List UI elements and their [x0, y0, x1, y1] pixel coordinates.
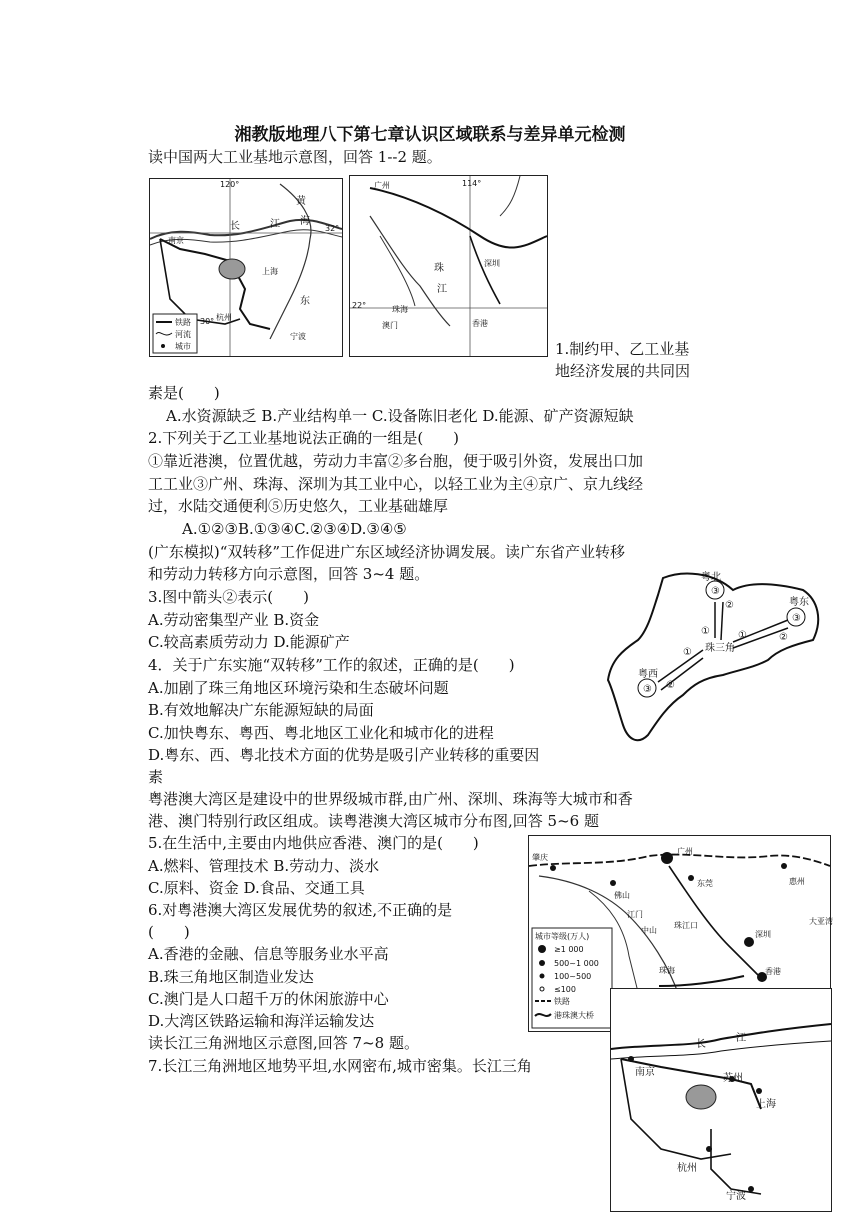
svg-text:铁路: 铁路	[175, 318, 191, 327]
svg-text:江: 江	[736, 1033, 746, 1044]
q4-option: C.加快粤东、粤西、粤北地区工业化和城市化的进程	[148, 724, 494, 742]
svg-text:杭州: 杭州	[677, 1163, 697, 1174]
svg-text:宁波: 宁波	[290, 332, 306, 341]
svg-text:珠江口: 珠江口	[674, 921, 698, 930]
svg-text:22°: 22°	[352, 301, 367, 310]
svg-text:粤西: 粤西	[638, 669, 658, 680]
svg-text:500~1 000: 500~1 000	[554, 959, 599, 968]
svg-text:澳门: 澳门	[382, 321, 398, 330]
svg-text:30°: 30°	[200, 317, 215, 326]
q7-text: 7.长江三角洲地区地势平坦,水网密布,城市密集。长江三角	[148, 1057, 532, 1075]
svg-text:≤100: ≤100	[554, 985, 576, 994]
svg-text:120°: 120°	[220, 180, 240, 189]
q6-option: D.大湾区铁路运输和海洋运输发达	[148, 1012, 375, 1030]
intro-text: 粤港澳大湾区是建设中的世界级城市群,由广州、深圳、珠海等大城市和香	[148, 790, 633, 808]
map-changjiang-large	[610, 988, 832, 1212]
intro-text: (广东模拟)“双转移”工作促进广东区域经济协调发展。读广东省产业转移	[148, 543, 626, 561]
q4-option: B.有效地解决广东能源短缺的局面	[148, 701, 374, 719]
svg-text:黄: 黄	[296, 196, 306, 207]
svg-text:江门: 江门	[627, 910, 643, 919]
svg-text:①: ①	[738, 630, 747, 641]
svg-text:苏州: 苏州	[723, 1073, 743, 1084]
q6-option: B.珠三角地区制造业发达	[148, 968, 314, 986]
svg-text:广州: 广州	[374, 181, 390, 190]
svg-text:珠三角: 珠三角	[705, 643, 735, 654]
q4-option: D.粤东、西、粤北技术方面的优势是吸引产业转移的重要因	[148, 746, 540, 764]
svg-text:上海: 上海	[756, 1099, 776, 1110]
map-zhujiang-small	[349, 175, 548, 357]
svg-text:江: 江	[437, 284, 447, 295]
svg-text:南京: 南京	[635, 1067, 655, 1078]
map-changjiang-small	[149, 178, 343, 357]
svg-text:铁路: 铁路	[554, 997, 570, 1006]
svg-text:杭州: 杭州	[216, 313, 232, 322]
svg-text:②: ②	[666, 680, 675, 691]
q4-option: 素	[148, 768, 164, 786]
svg-text:③: ③	[792, 613, 801, 624]
svg-text:②: ②	[725, 600, 734, 611]
svg-text:②: ②	[779, 632, 788, 643]
svg-text:城市: 城市	[175, 342, 191, 351]
svg-text:长: 长	[696, 1039, 706, 1050]
svg-text:城市等级(万人): 城市等级(万人)	[535, 932, 590, 941]
q6-option: A.香港的金融、信息等服务业水平高	[148, 945, 389, 963]
svg-text:深圳: 深圳	[755, 930, 771, 939]
q1-options: A.水资源缺乏 B.产业结构单一 C.设备陈旧老化 D.能源、矿产资源短缺	[166, 407, 634, 425]
svg-text:江: 江	[270, 219, 280, 230]
q5-text: 5.在生活中,主要由内地供应香港、澳门的是( )	[148, 834, 479, 852]
q3-text: 3.图中箭头②表示( )	[148, 588, 310, 606]
intro-text: 和劳动力转移方向示意图，回答 3~4 题。	[148, 565, 430, 583]
svg-text:肇庆: 肇庆	[532, 853, 548, 862]
svg-text:南京: 南京	[168, 236, 184, 245]
svg-text:114°: 114°	[462, 179, 482, 188]
svg-text:东: 东	[300, 296, 310, 307]
q2-text: 2.下列关于乙工业基地说法正确的一组是( )	[148, 429, 460, 447]
svg-text:珠海: 珠海	[392, 305, 408, 314]
svg-text:香港: 香港	[765, 967, 781, 976]
map-guangdong-transfer	[603, 560, 831, 750]
q5-options: A.燃料、管理技术 B.劳动力、淡水	[148, 857, 380, 875]
q2-statement: 过，水陆交通便利⑤历史悠久，工业基础雄厚	[148, 497, 449, 515]
svg-text:①: ①	[683, 647, 692, 658]
svg-text:宁波: 宁波	[726, 1191, 746, 1202]
q6-text: 6.对粤港澳大湾区发展优势的叙述,不正确的是	[148, 901, 453, 919]
svg-text:海: 海	[300, 216, 310, 227]
intro-text: 读长江三角洲地区示意图,回答 7~8 题。	[148, 1034, 419, 1052]
svg-text:≥1 000: ≥1 000	[554, 945, 584, 954]
svg-text:惠州: 惠州	[789, 877, 805, 886]
q2-statement: 工工业③广州、珠海、深圳为其工业中心，以轻工业为主④京广、京九线经	[148, 475, 644, 493]
page-title: 湘教版地理八下第七章认识区域联系与差异单元检测	[234, 125, 626, 145]
q1-text: 素是( )	[148, 384, 220, 402]
svg-text:长: 长	[230, 221, 240, 232]
q4-text: 4．关于广东实施“双转移”工作的叙述，正确的是( )	[148, 656, 515, 674]
svg-text:港珠澳大桥: 港珠澳大桥	[554, 1011, 594, 1020]
svg-text:香港: 香港	[472, 319, 488, 328]
svg-text:①: ①	[701, 626, 710, 637]
q1-text: 地经济发展的共同因	[555, 362, 691, 380]
svg-text:32°: 32°	[325, 224, 340, 233]
svg-text:100~500: 100~500	[554, 972, 592, 981]
svg-text:上海: 上海	[262, 267, 278, 276]
svg-text:粤东: 粤东	[789, 597, 809, 608]
svg-text:③: ③	[643, 684, 652, 695]
svg-text:粤北: 粤北	[701, 572, 721, 583]
q1-text: 1.制约甲、乙工业基	[555, 340, 690, 358]
q6-text: ( )	[148, 923, 190, 941]
q4-option: A.加剧了珠三角地区环境污染和生态破坏问题	[148, 679, 449, 697]
q5-options: C.原料、资金 D.食品、交通工具	[148, 879, 365, 897]
svg-text:河流: 河流	[175, 330, 191, 339]
svg-text:中山: 中山	[641, 926, 657, 935]
intro-text: 读中国两大工业基地示意图，回答 1--2 题。	[148, 148, 442, 166]
svg-text:佛山: 佛山	[614, 891, 630, 900]
svg-text:③: ③	[711, 586, 720, 597]
q3-options: C.较高素质劳动力 D.能源矿产	[148, 633, 350, 651]
svg-text:东莞: 东莞	[697, 879, 713, 888]
svg-text:珠: 珠	[434, 263, 444, 274]
intro-text: 港、澳门特别行政区组成。读粤港澳大湾区城市分布图,回答 5~6 题	[148, 812, 599, 830]
q2-statement: ①靠近港澳，位置优越，劳动力丰富②多台胞，便于吸引外资，发展出口加	[148, 452, 644, 470]
svg-text:广州: 广州	[677, 847, 693, 856]
svg-text:深圳: 深圳	[484, 259, 500, 268]
q2-options: A.①②③B.①③④C.②③④D.③④⑤	[182, 520, 407, 538]
q6-option: C.澳门是人口超千万的休闲旅游中心	[148, 990, 389, 1008]
svg-text:珠海: 珠海	[659, 966, 675, 975]
q3-options: A.劳动密集型产业 B.资金	[148, 611, 320, 629]
svg-text:大亚湾: 大亚湾	[809, 917, 833, 926]
